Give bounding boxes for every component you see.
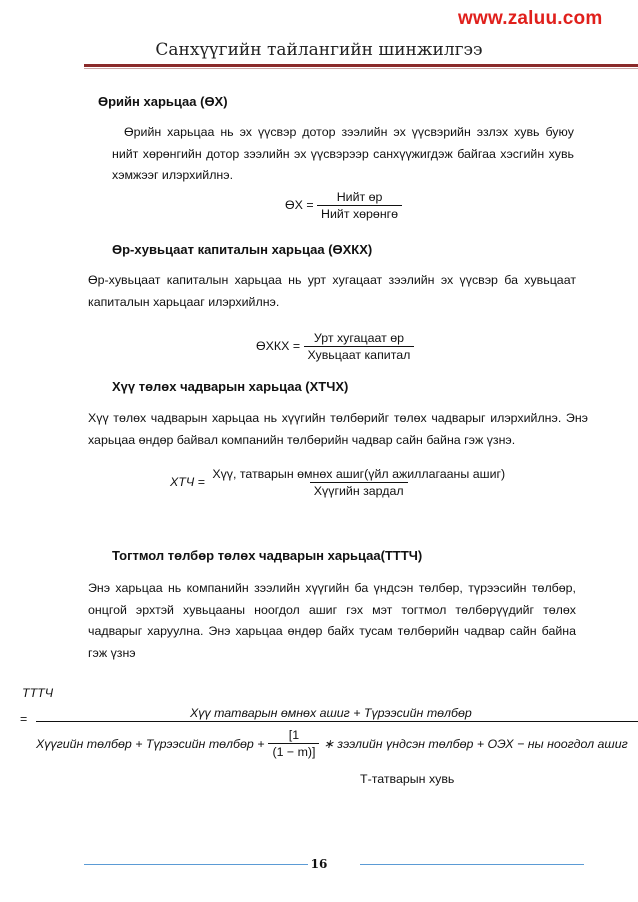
tax-rate-note: Т-татварын хувь xyxy=(360,772,455,786)
formula-numerator: Хүү, татварын өмнөх ашиг(үйл ажиллагааны ашиг) xyxy=(212,467,506,481)
formula-denominator: Нийт хөрөнгө xyxy=(317,205,402,221)
denominator-part-a: Хүүгийн төлбөр + Түрээсийн төлбөр + xyxy=(36,736,265,751)
formula-fixed-charge-lhs: ТТТЧ xyxy=(22,686,54,700)
formula-fixed-charge-denominator xyxy=(36,728,628,759)
inner-denominator: (1 − m)] xyxy=(268,743,319,759)
formula-debt-ratio xyxy=(285,190,402,221)
formula-fixed-charge-numerator: Хүү татварын өмнөх ашиг + Түрээсийн төлбөр xyxy=(190,706,472,720)
formula-lhs: ӨХКХ = xyxy=(256,338,301,353)
paragraph-debt-ratio: Өрийн харьцаа нь эх үүсвэр дотор зээлийн эх үүсвэрийн эзлэх хувь буюу нийт хөрөнгийн дотор зээлийн эх үүсвэрээр санхүүжигдэж байгаа хэсгийн хувь хэмжээг илэрхийлнэ. xyxy=(112,125,574,182)
section-heading-debt-ratio: Өрийн харьцаа (ӨХ) xyxy=(98,94,228,109)
formula-numerator: Урт хугацаат өр xyxy=(313,331,404,345)
page-number: 16 xyxy=(310,857,328,871)
denominator-part-b: ∗ зээлийн үндсэн төлбөр + ОЭХ − ны ноогдол ашиг xyxy=(323,737,628,751)
formula-lhs: ХТЧ = xyxy=(170,474,205,489)
inner-fraction xyxy=(268,728,319,759)
formula-lhs: ӨХ = xyxy=(285,197,314,212)
formula-debt-equity xyxy=(256,331,414,362)
running-header: Санхүүгийн тайлангийн шинжилгээ xyxy=(155,40,483,60)
formula-fraction-bar xyxy=(36,721,638,722)
formula-equals-sign: = xyxy=(20,712,28,726)
formula-fraction xyxy=(304,331,415,362)
formula-denominator: Хүүгийн зардал xyxy=(310,482,408,498)
formula-interest-coverage xyxy=(170,467,509,498)
paragraph-debt-equity: Өр-хувьцаат капиталын харьцаа нь урт хугацаат зээлийн эх үүсвэр ба хувьцаат капиталын харьцааг илэрхийлнэ. xyxy=(88,273,576,309)
watermark-text: www.zaluu.com xyxy=(458,8,603,29)
section-heading-interest-coverage: Хүү төлөх чадварын харьцаа (ХТЧХ) xyxy=(112,379,349,394)
header-rule-thin xyxy=(84,68,638,69)
formula-fraction xyxy=(317,190,402,221)
paragraph-interest-coverage: Хүү төлөх чадварын харьцаа нь хүүгийн төлбөрийг төлөх чадварыг илэрхийлнэ. Энэ харьцаа өндөр байвал компанийн төлбөрийн чадвар сайн байна гэж үзнэ. xyxy=(88,411,588,447)
header-rule xyxy=(84,64,638,67)
paragraph-fixed-charge: Энэ харьцаа нь компанийн зээлийн хүүгийн ба үндсэн төлбөр, түрээсийн төлбөр, онцгой эрхтэй хувьцааны ноогдол ашиг гэх мэт тогтмол төлбөрүүдийг төлөх чадварыг харуулна. Энэ харьцаа өндөр байх тусам төлбөрийн чадвар сайн байна гэж үзнэ xyxy=(88,581,576,660)
section-heading-debt-equity: Өр-хувьцаат капиталын харьцаа (ӨХКХ) xyxy=(112,242,373,257)
inner-numerator: [1 xyxy=(288,728,300,742)
formula-denominator: Хувьцаат капитал xyxy=(304,346,415,362)
formula-fraction xyxy=(208,467,509,498)
section-heading-fixed-charge: Тогтмол төлбөр төлөх чадварын харьцаа(ТТТЧ) xyxy=(112,548,423,563)
formula-numerator: Нийт өр xyxy=(336,190,383,204)
